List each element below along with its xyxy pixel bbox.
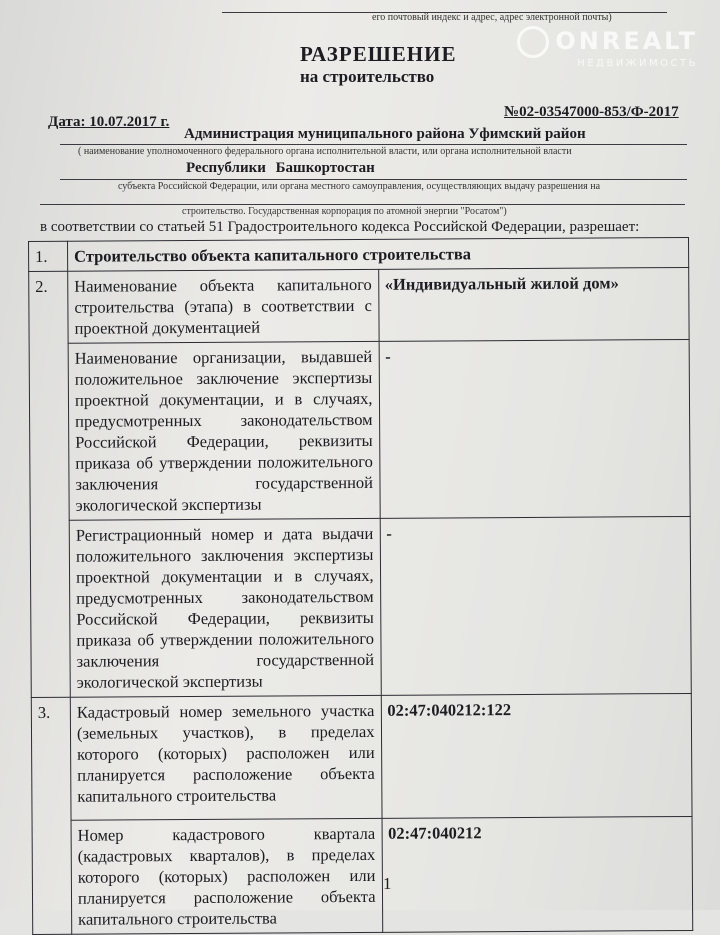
table-row [29,267,689,343]
authority-rule [60,144,687,145]
issuing-authority: Администрация муниципального района Уфимский район [184,126,586,142]
table-row [29,339,690,520]
expertise-org-value: - [379,339,691,518]
region-note: субъекта Российской Федерации, или органа местного самоуправления, осуществляющих выдачу разрешения на [118,181,601,192]
cadastral-number-value: 02:47:040212:122 [381,693,692,818]
row-number: 3. [31,697,71,934]
watermark [517,26,698,69]
top-note: его почтовый индекс и адрес, адрес электронной почты) [372,12,612,23]
cadastral-quarter-value: 02:47:040212 [382,816,693,932]
table-row [30,516,691,697]
object-name-value: «Индивидуальный жилой дом» [378,267,689,341]
house-logo-icon [517,26,549,58]
issue-date: Дата: 10.07.2017 г. [48,114,170,130]
document-subtitle: на строительство [300,67,435,86]
table-row [29,237,689,271]
cadastral-number-label: Кадастровый номер земельного участка (земельных участков), в пределах которого (которых) расположен или планируется расположение объекта капитального строительства [70,695,381,820]
region-name: Республики Башкортостан [186,160,375,176]
table-row [31,693,692,820]
rosatom-note: строительство. Государственная корпорация по атомной энергии "Росатом") [182,206,507,217]
permit-number: №02-03547000-853/Ф-2017 [504,104,679,120]
region-rule [60,179,687,180]
page-number: 1 [383,874,392,893]
row-number: 2. [29,271,71,697]
row1-heading: Строительство объекта капитального строительства [68,237,689,271]
cadastral-quarter-label: Номер кадастрового квартала (кадастровых кварталов), в пределах которого (которых) расположен или планируется расположение объекта капитального строительства [71,818,382,934]
blank-rule [40,204,685,205]
document-title: РАЗРЕШЕНИЕ [300,42,457,66]
watermark-tagline: НЕДВИЖИМОСТЬ [577,58,698,69]
intro-line: в соответствии со статьей 51 Градостроительного кодекса Российской Федерации, разрешает: [40,219,640,235]
permit-table [28,237,693,935]
authority-note: ( наименование уполномоченного федерального органа исполнительной власти, или органа исполнительной власти [78,146,572,157]
watermark-brand-text: ONREALT [555,27,698,55]
expertise-number-value: - [380,516,692,695]
object-name-label: Наименование объекта капитального строительства (этапа) в соответствии с проектной документацией [68,269,379,343]
expertise-number-label: Регистрационный номер и дата выдачи положительного заключения экспертизы проектной документации и в случаях, предусмотренных законодательством Российской Федерации, реквизиты приказа об утверждении положительного заключения государственной экологической экспертизы [69,518,381,697]
table-row [32,816,693,934]
watermark-brand [517,26,698,58]
row-number: 1. [29,241,68,271]
expertise-org-label: Наименование организации, выдавшей положительное заключение экспертизы проектной документации, и в случаях, предусмотренных законодательством Российской Федерации, реквизиты приказа об утверждении положительного заключения государственной экологической экспертизы [68,341,380,520]
